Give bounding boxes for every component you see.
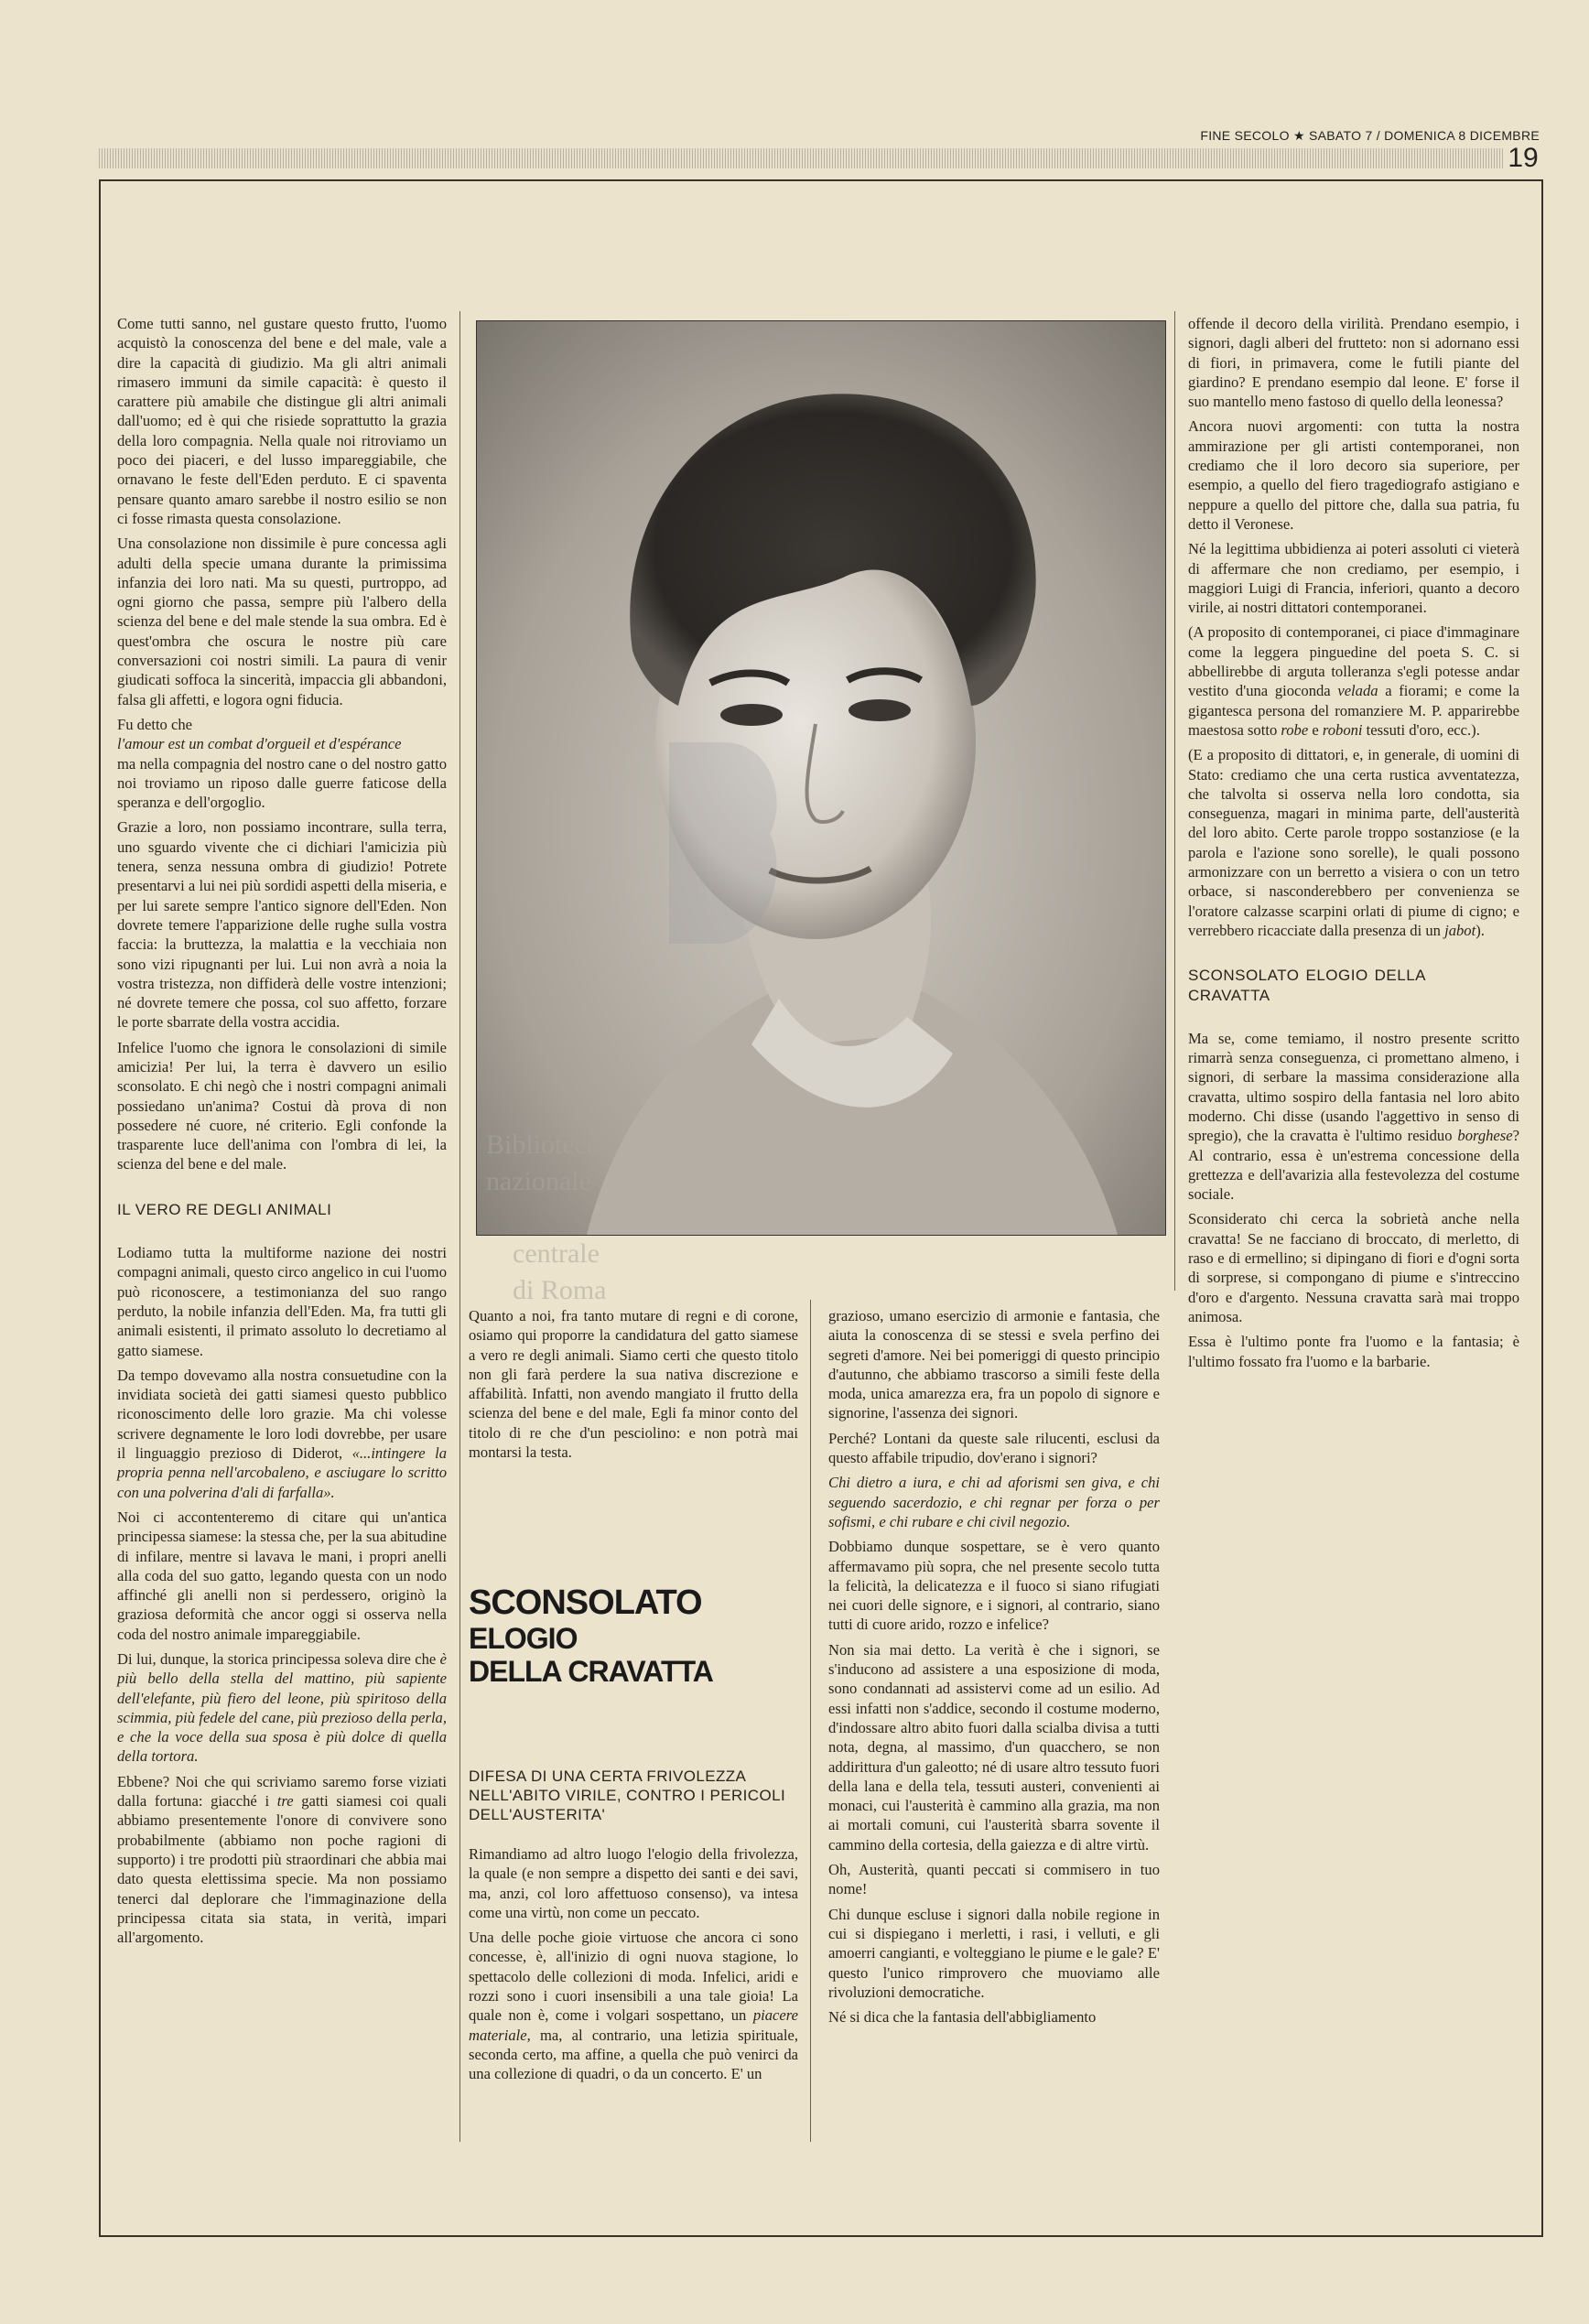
quotation — [828, 1473, 1160, 1531]
paragraph — [1188, 1029, 1519, 1205]
subheading: IL VERO RE DEGLI ANIMALI — [117, 1200, 332, 1218]
paragraph: Essa è l'ultimo ponte fra l'uomo e la fantasia; è l'ultimo fossato fra l'uomo e la barbarie. — [1188, 1333, 1519, 1370]
italic-word: tre — [276, 1792, 294, 1811]
watermark-line: nazionale — [486, 1166, 591, 1196]
right-eye — [849, 699, 911, 721]
paragraph: Sconsiderato chi cerca la sobrietà anche nella cravatta! Se ne facciano di broccato, di merletto, di raso e di ermellino; si dipingano di fiori e d'ogni sorta di sorprese, si compongano di piume e s'intreccino d'oro e d'argento. Nessuna cravatta sarà mai troppo animosa. — [1188, 1210, 1519, 1325]
italic-quote: è più bello della stella del mattino, più sapiente dell'elefante, più fiero del leone, più spiritoso della scimmia, più fedele del cane, più prezioso della perla, e che la voce della sua sposa è più dolce di quella della tortora. — [117, 1650, 447, 1766]
column-rule — [459, 311, 460, 2142]
italic-quote: «...intingere la propria penna nell'arcobaleno, e asciugare lo scritto con una polverina d'ali di farfalla». — [117, 1444, 448, 1501]
left-eye — [720, 704, 783, 726]
text: Di lui, dunque, la storica principessa soleva dire che — [117, 1650, 440, 1668]
column-rule — [810, 1300, 811, 2142]
italic-word: borghese — [1457, 1127, 1513, 1145]
text: (E a proposito di dittatori, e, in generale, di uomini di Stato: crediamo che una certa rustica avventatezza, che talvolta si osserva nella loro condotta, sia conseguenza, magari in minima parte, dell'austerità del loro abito. Certe parole troppo sostanziose (e la parola e l'azione sono sorelle), le quali possono armonizzare con un berretto a visiera o con un tetro orbace, si nasconderebbero per convenienza se l'oratore calzasse scarpini orlati di piume di cigno; e verrebbero ricacciate dalla presenza di un — [1188, 746, 1519, 939]
italic-phrase: piacere materiale — [469, 2006, 798, 2044]
text: Una delle poche gioie virtuose che ancora ci sono concesse, è, all'inizio di ogni nuova stagione, lo spettacolo delle collezioni di moda. Infelici, aridi e rozzi sono i cuori insensibili a una tale gioia! La quale non è, come i volgari sospettano, un — [469, 1929, 798, 2025]
text: Ebbene? Noi che qui scriviamo saremo forse viziati dalla fortuna: giacché i — [117, 1772, 447, 1811]
dante-quote: Chi dietro a iura, e chi ad aforismi sen giva, e chi seguendo sacerdozio, e chi regnar per forza o per sofismi, e chi rubare e chi civil negozio. — [828, 1474, 1160, 1530]
italic-word: jabot — [1444, 921, 1476, 939]
text: Da tempo dovevamo alla nostra consuetudine con la invidiata società dei gatti siamesi questo pubblico riconoscimento delle loro grazie. Ma chi volesse scrivere degnamente le loro lodi dovrebbe, per usare il linguaggio prezioso di Diderot, — [117, 1366, 447, 1463]
deck: DIFESA DI UNA CERTA FRIVOLEZZA NELL'ABITO VIRILE, CONTRO I PERICOLI DELL'AUSTERITA' — [469, 1767, 786, 1823]
paragraph: Rimandiamo ad altro luogo l'elogio della frivolezza, la quale (e non sempre a dispetto dei santi e dei savi, ma, anzi, col loro affettuoso consenso), va intesa come una virtù, non come un peccato. — [469, 1845, 798, 1921]
text: , ma, al contrario, una letizia spirituale, seconda certo, ma affine, a quella che può venirci da una collezione di quadri, o da un concerto. E' un — [469, 2026, 798, 2083]
text: Ma se, come temiamo, il nostro presente scritto rimarrà senza conseguenza, ci promettano almeno, i signori, di serbare la massima considerazione alla cravatta, ultimo sospiro della fantasia nel loro abito moderno. Chi disse (usando l'aggettivo in senso di spregio), che la cravatta è l'ultimo residuo — [1188, 1029, 1519, 1145]
column-2-body — [469, 1844, 798, 2090]
paragraph — [117, 1366, 447, 1502]
paragraph: Quanto a noi, fra tanto mutare di regni e di corone, osiamo qui proporre la candidatura del gatto siamese a vero re degli animali. Siamo certi che questo titolo non gli farà perdere la sua nativa discrezione e affabilità. Infatti, non avendo mangiato il frutto della scienza del bene e del male, Egli fa minor conto del titolo di re che d'un pesciolino: e non potrà mai montarsi la testa. — [469, 1307, 798, 1462]
paragraph: grazioso, umano esercizio di armonie e fantasia, che aiuta la conoscenza di se stessi e svela perfino dei segreti d'amore. Nei bei pomeriggi di questo principio d'autunno, che abbiamo trascorso a simili feste della moda, unica amarezza era, fra un popolo di signore e signorine, l'assenza dei signori. — [828, 1307, 1160, 1422]
column-1 — [117, 314, 447, 1952]
text: (A proposito di contemporanei, ci piace d'immaginare come la leggera pinguedine del poeta S. C. si abbellirebbe di arguta tolleranza s'egli potesse andar vestito d'una gioconda — [1188, 623, 1519, 700]
paragraph: Dobbiamo dunque sospettare, se è vero quanto affermavamo più sopra, che nel presente secolo tutta la felicità, la delicatezza e il fuoco si siano rifugiati nei cuori delle signore, e i signori, al contrario, siano tutti di cuore arido, rozzo e infelice? — [828, 1538, 1160, 1634]
page-number: 19 — [1503, 145, 1543, 172]
text: ). — [1476, 921, 1485, 939]
headline — [469, 1584, 798, 1688]
dateline: FINE SECOLO ★ SABATO 7 / DOMENICA 8 DICEMBRE — [1200, 128, 1540, 143]
column-3 — [828, 1306, 1160, 2032]
paragraph: offende il decoro della virilità. Prendano esempio, i signori, dagli alberi del frutteto: non si adornano essi di fiori, in primavera, come le futili piante del giardino? E prendano esempio dal leone. E' forse il suo mantello meno fastoso di quello della leonessa? — [1188, 315, 1519, 411]
paragraph: Né la legittima ubbidienza ai poteri assoluti ci vieterà di affermare che non crediamo, per esempio, i maggiori Luigi di Francia, inferiori, quanto a decoro virile, ai nostri dittatori contemporanei. — [1188, 540, 1519, 617]
paragraph: Oh, Austerità, quanti peccati si commisero in tuo nome! — [828, 1861, 1160, 1898]
paragraph: Lodiamo tutta la multiforme nazione dei nostri compagni animali, questo circo angelico in cui l'uomo può riconoscere, a testimonianza del suo rango perduto, la nobile infanzia dell'Eden. Ma, fra tutti gli animali esistenti, il primato assoluto lo decretiamo al gatto siamese. — [117, 1244, 447, 1359]
french-quote: l'amour est un combat d'orgueil et d'espérance — [117, 735, 402, 753]
headline-line: SCONSOLATO — [469, 1584, 702, 1622]
paragraph: Né si dica che la fantasia dell'abbigliamento — [828, 2008, 1097, 2027]
paragraph — [117, 1649, 447, 1767]
paragraph: ma nella compagnia del nostro cane o del nostro gatto noi troviamo un riposo dalle guerre faticose della speranza e dell'orgoglio. — [117, 754, 447, 812]
watermark-line: di Roma — [513, 1275, 607, 1305]
text: ? Al contrario, essa è un'estrema concessione della grettezza e dell'avarizia alla festevolezza del costume sociale. — [1188, 1127, 1519, 1204]
paragraph: Chi dunque escluse i signori dalla nobile regione in cui si dispiegano i merletti, i rasi, i velluti, e gli amoerri cangianti, e volteggiano le piume e le gale? E' questo l'unico rimprovero che muoviamo alle rivoluzioni democratiche. — [828, 1905, 1160, 2001]
quotation — [117, 734, 447, 753]
column-4 — [1188, 314, 1519, 1377]
paragraph: Ancora nuovi argomenti: con tutta la nostra ammirazione per gli artisti contemporanei, non crediamo che il loro decoro sia superiore, per esempio, a quello del fiero tragediografo astigiano e neppure a quello del pittore che, dalla sua patria, fu detto il Veronese. — [1188, 417, 1519, 533]
watermark-shape — [669, 742, 777, 944]
paragraph: Infelice l'uomo che ignora le consolazioni di simile amicizia! Per lui, la terra è davvero un esilio sconsolato. E chi negò che i nostri compagni animali possiedano un'anima? Costui dà prova di non possedere né cuore, né criterio. Egli confonde la trasparente luce dell'anima con l'ombra di lei, la scienza del bene e del male. — [117, 1038, 447, 1173]
subheading: SCONSOLATO ELOGIO DELLA CRAVATTA — [1188, 967, 1426, 1004]
paragraph: Come tutti sanno, nel gustare questo frutto, l'uomo acquistò la conoscenza del bene e del male, vale a dire la capacità di giudizio. Ma gli altri animali rimasero immuni da simile capacità: è questo il carattere più amabile che distingue gli altri animali dall'uomo; ed è qui che risiede soprattutto la grazia della loro compagnia. Nella quale noi ritroviamo un poco dei piaceri, e del lusso impareggiabile, che ornavano le feste dell'Eden perduto. E ci spaventa pensare quanto amaro sarebbe il nostro esilio se non ci fosse rimasta questa consolazione. — [117, 315, 447, 527]
paragraph — [117, 1772, 447, 1948]
italic-word: velada — [1337, 682, 1378, 700]
column-rule — [1174, 311, 1175, 1291]
paragraph: Perché? Lontani da queste sale rilucenti, esclusi da questo affabile tripudio, dov'erano i signori? — [828, 1429, 1160, 1467]
watermark-text — [486, 1127, 724, 1200]
watermark-line: Biblioteca — [486, 1130, 600, 1160]
column-2 — [469, 1306, 798, 1467]
paragraph — [469, 1928, 798, 2083]
text: e — [1308, 720, 1323, 739]
watermark-line: centrale — [513, 1238, 600, 1269]
paragraph — [1188, 745, 1519, 940]
headline-line: DELLA CRAVATTA — [469, 1655, 713, 1688]
paragraph: Grazie a loro, non possiamo incontrare, sulla terra, uno sguardo vivente che ci dichiari l'amicizia più tenera, senza nessuna ombra di giudizio! Potrete presentarvi a lui nei più sordidi aspetti della miseria, e per lui sarete sempre l'antico signore dell'Eden. Non dovrete temere l'apparizione delle rughe sulla vostra faccia: la bruttezza, la malattia e la vecchiaia non sono vizi ripugnanti per lui. Lui non avrà a noia la vostra tristezza, non diffiderà delle vostre intenzioni; né dovrete temere che possa, col suo affetto, forzare le porte sbarrate della vostra accidia. — [117, 818, 447, 1032]
portrait-photo — [476, 320, 1166, 1236]
headline-line: ELOGIO — [469, 1622, 578, 1655]
italic-word: robe — [1281, 720, 1309, 739]
text: a fiorami; e come la gigantesca persona del romanziere M. P. apparirebbe maestosa sotto — [1188, 682, 1519, 739]
watermark-text-lower — [513, 1236, 696, 1309]
paragraph: Una consolazione non dissimile è pure concessa agli adulti della specie umana durante la primissima infanzia dei loro nati. Ma su questi, purtroppo, ad ogni giorno che passa, sempre più l'albero della scienza del bene e del male stende la sua ombra. Ed è quest'ombra che oscura le nostre più care conversazioni coi nostri simili. La paura di venir giudicati soffoca la sincerità, impaccia gli abbandoni, falsa gli affetti, e logora ogni fiducia. — [117, 535, 447, 708]
header-rule — [99, 148, 1504, 168]
text: tessuti d'oro, ecc.). — [1362, 720, 1480, 739]
paragraph: Noi ci accontenteremo di citare qui un'antica principessa siamese: la stessa che, per la sua abitudine di infilare, mentre si lavava le mani, i propri anelli alla coda del suo gatto, legando questa con un nodo affinché gli anelli non si perdessero, originò la graziosa deformità che ancor oggi si osserva nella coda del nostro animale impareggiabile. — [117, 1508, 447, 1643]
paragraph: Non sia mai detto. La verità è che i signori, se s'inducono ad assistere a una esposizione di moda, sono condannati ad assistervi come ad un esilio. Ad essi infatti non s'addice, secondo il costume moderno, d'indossare altro abito fuori dalla scialba divisa a tutti nota, degna, al massimo, d'un quacchero, se non addirittura d'un galeotto; né di usare altro tessuto fuori della lana e della tela, tessuti austeri, convenienti ai monaci, cui l'austerità è cammino alla grazia, ma non ai mortali comuni, cui l'austerità sbarra sovente il cammino della cortesia, della gaiezza e di altre virtù. — [828, 1640, 1160, 1854]
paragraph: Fu detto che — [117, 715, 193, 733]
italic-word: roboni — [1322, 720, 1363, 739]
portrait-image — [477, 321, 1165, 1235]
paragraph — [1188, 622, 1519, 740]
text: gatti siamesi coi quali abbiamo presentemente l'onore di convivere sono probabilmente (abbiamo non poche ragioni di supporto) i tre prodotti più straordinari che abbia mai dato questa elettissima specie. Ma non possiamo tenerci dal deplorare che l'immaginazione della principessa citata sia stata, in verità, impari all'argomento. — [117, 1792, 447, 1947]
